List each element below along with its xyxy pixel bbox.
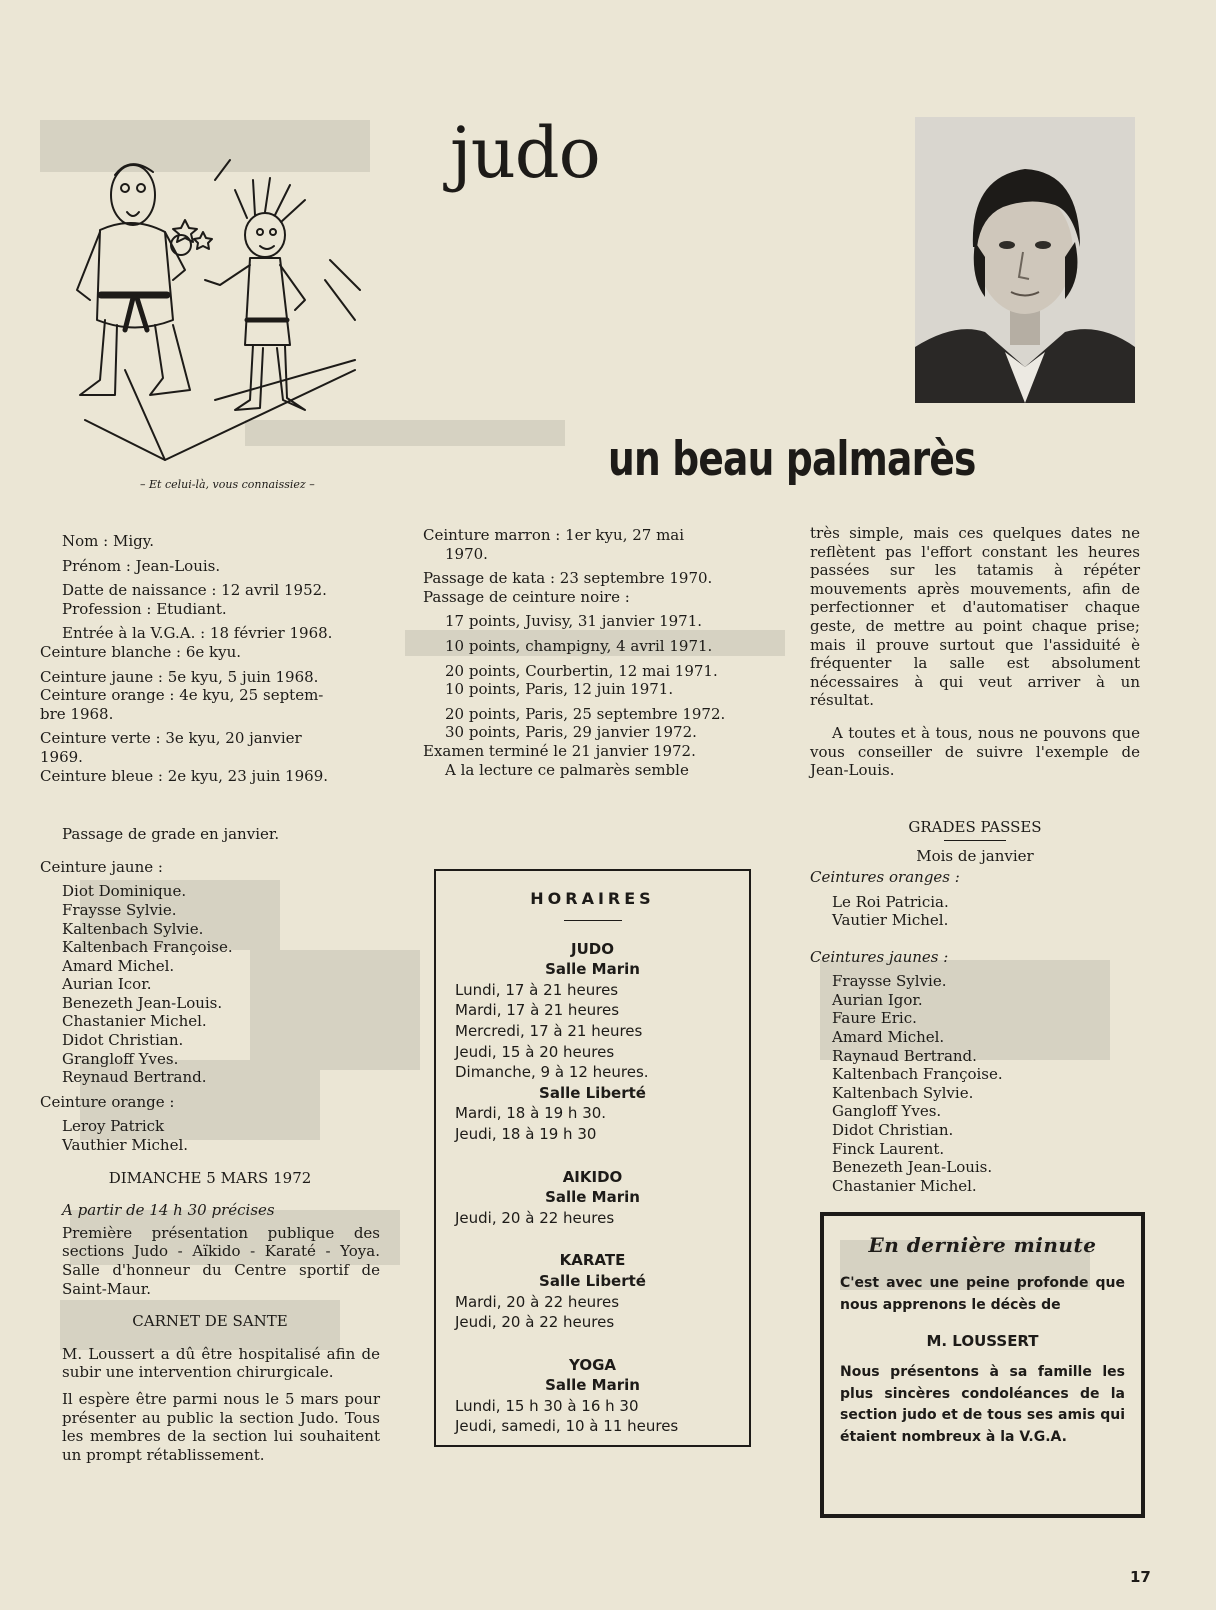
schedule-line: Mercredi, 17 à 21 heures [455, 1021, 643, 1040]
list-item: Diot Dominique. [62, 882, 187, 901]
list-item: Aurian Igor. [832, 990, 923, 1009]
event-time: A partir de 14 h 30 précises [62, 1201, 275, 1220]
cartoon-caption: – Et celui-là, vous connaissiez – [140, 478, 315, 491]
list-item: Gangloff Yves. [832, 1102, 942, 1121]
schedule-line: Dimanche, 9 à 12 heures. [455, 1063, 649, 1082]
carnet-heading: CARNET DE SANTE [132, 1312, 288, 1331]
profile-line: Prénom : Jean-Louis. [62, 556, 221, 575]
schedule-line: Mardi, 20 à 22 heures [455, 1292, 620, 1311]
page-number: 17 [1130, 1568, 1151, 1586]
portrait-photo [915, 117, 1135, 403]
passage-heading: Passage de grade en janvier. [62, 825, 280, 844]
venue: Salle Marin [545, 1188, 640, 1207]
last-minute-title: En dernière minute [868, 1233, 1097, 1257]
section-aikido: AIKIDO [562, 1167, 623, 1186]
list-item: Benezeth Jean-Louis. [832, 1158, 993, 1177]
schedule-line: Jeudi, samedi, 10 à 11 heures [455, 1417, 679, 1436]
last-minute-box [820, 1212, 1145, 1518]
venue: Salle Marin [545, 1376, 640, 1395]
list-item: Finck Laurent. [832, 1139, 945, 1158]
profile-line: Datte de naissance : 12 avril 1952. [62, 581, 327, 600]
list-item: Kaltenbach Françoise. [62, 938, 233, 957]
list-item: Fraysse Sylvie. [62, 900, 177, 919]
schedule-line: Jeudi, 20 à 22 heures [455, 1313, 615, 1332]
passage-jaune-label: Ceinture jaune : [40, 857, 163, 876]
list-item: Leroy Patrick [62, 1117, 165, 1136]
list-item: Benezeth Jean-Louis. [62, 993, 223, 1012]
list-item: Le Roi Patricia. [832, 892, 949, 911]
venue: Salle Liberté [539, 1271, 646, 1290]
article-paragraph: A toutes et à tous, nous ne pouvons que vous conseiller de suivre l'exemple de Jean-Louis. [810, 723, 1140, 780]
belt-line: Passage de ceinture noire : [423, 587, 630, 606]
belt-line: Ceinture jaune : 5e kyu, 5 juin 1968. [40, 667, 319, 686]
profile-line: Entrée à la V.G.A. : 18 février 1968. [62, 624, 333, 643]
points-line: 20 points, Courbertin, 12 mai 1971. [445, 661, 718, 680]
list-item: Vauthier Michel. [62, 1136, 189, 1155]
heading-rule [944, 840, 1006, 841]
oranges-label: Ceintures oranges : [810, 867, 960, 886]
points-line: 17 points, Juvisy, 31 janvier 1971. [445, 612, 703, 631]
schedule-line: Mardi, 18 à 19 h 30. [455, 1104, 607, 1123]
horaires-title: HORAIRES [530, 889, 655, 908]
title-rule [564, 920, 622, 921]
list-item: Reynaud Bertrand. [62, 1068, 207, 1087]
list-item: Faure Eric. [832, 1009, 917, 1028]
belt-line: Passage de kata : 23 septembre 1970. [423, 569, 713, 588]
list-item: Amard Michel. [832, 1028, 945, 1047]
belt-line: Ceinture orange : 4e kyu, 25 septem- [40, 686, 324, 705]
venue: Salle Liberté [539, 1083, 646, 1102]
grades-heading: GRADES PASSES [908, 817, 1042, 836]
exam-line: Examen terminé le 21 janvier 1972. [423, 741, 696, 760]
list-item: Fraysse Sylvie. [832, 972, 947, 991]
points-line: 10 points, champigny, 4 avril 1971. [445, 636, 713, 655]
list-item: Amard Michel. [62, 956, 175, 975]
list-item: Chastanier Michel. [832, 1176, 977, 1195]
list-item: Didot Christian. [62, 1031, 184, 1050]
schedule-line: Mardi, 17 à 21 heures [455, 1001, 620, 1020]
schedule-line: Jeudi, 15 à 20 heures [455, 1042, 615, 1061]
deceased-name: M. LOUSSERT [926, 1332, 1039, 1351]
page-title: judo [450, 112, 600, 194]
horaires-box [434, 869, 751, 1447]
belt-line: 1969. [40, 747, 83, 766]
passage-orange-label: Ceinture orange : [40, 1092, 175, 1111]
carnet-paragraph: Il espère être parmi nous le 5 mars pour présenter au public la section Judo. Tous les membres de la section lui souhaitent un prompt rétablissement. [62, 1389, 380, 1464]
belt-line: 1970. [445, 544, 488, 563]
list-item: Kaltenbach Sylvie. [62, 919, 204, 938]
condolences-text: Nous présentons à sa famille les plus sincères condoléances de la section judo et de tous ses amis qui étaient nombreux à la V.G.A. [840, 1364, 1125, 1445]
schedule-line: Lundi, 17 à 21 heures [455, 980, 619, 999]
points-line: 10 points, Paris, 12 juin 1971. [445, 680, 674, 699]
list-item: Raynaud Bertrand. [832, 1046, 977, 1065]
belt-line: Ceinture bleue : 2e kyu, 23 juin 1969. [40, 766, 329, 785]
event-text: Première présentation publique des sections Judo - Aïkido - Karaté - Yoya. Salle d'honneur du Centre sportif de Saint-Maur. [62, 1223, 380, 1298]
profile-line: Profession : Etudiant. [62, 599, 227, 618]
belt-line: Ceinture verte : 3e kyu, 20 janvier [40, 729, 302, 748]
section-judo: JUDO [571, 939, 614, 958]
section-yoga: YOGA [569, 1355, 616, 1374]
reading-line: A la lecture ce palmarès semble [445, 760, 689, 779]
schedule-line: Lundi, 15 h 30 à 16 h 30 [455, 1396, 639, 1415]
list-item: Didot Christian. [832, 1121, 954, 1140]
points-line: 30 points, Paris, 29 janvier 1972. [445, 723, 697, 742]
belt-line: Ceinture blanche : 6e kyu. [40, 642, 242, 661]
jaunes-label: Ceintures jaunes : [810, 947, 949, 966]
judo-cartoon-illustration [55, 120, 375, 490]
venue: Salle Marin [545, 960, 640, 979]
list-item: Vautier Michel. [832, 911, 949, 930]
column-2 [423, 526, 758, 779]
list-item: Aurian Icor. [62, 975, 152, 994]
carnet-paragraph: M. Loussert a dû être hospitalisé afin de subir une intervention chirurgicale. [62, 1344, 380, 1382]
column-3 [810, 524, 1140, 1195]
belt-line: bre 1968. [40, 704, 114, 723]
list-item: Grangloff Yves. [62, 1049, 179, 1068]
section-karate: KARATE [559, 1251, 626, 1270]
list-item: Kaltenbach Sylvie. [832, 1083, 974, 1102]
profile-line: Nom : Migy. [62, 532, 154, 550]
grades-month: Mois de janvier [916, 847, 1034, 866]
article-paragraph: très simple, mais ces quelques dates ne reflètent pas l'effort constant les heures passées sur les tatamis à répéter mouvements après mouvements, afin de perfectionner et d'automatiser chaque geste, de mettre au point chaque prise; mais il prouve surtout que l'assiduité è fréquenter la salle est absolument nécessaires à qui veut arriver à un résultat. [810, 524, 1140, 710]
schedule-line: Jeudi, 20 à 22 heures [455, 1208, 615, 1227]
schedule-line: Jeudi, 18 à 19 h 30 [455, 1124, 597, 1143]
points-line: 20 points, Paris, 25 septembre 1972. [445, 704, 726, 723]
column-1 [40, 532, 380, 1464]
article-headline: un beau palmarès [608, 432, 976, 487]
list-item: Kaltenbach Françoise. [832, 1065, 1003, 1084]
belt-line: Ceinture marron : 1er kyu, 27 mai [423, 526, 685, 544]
event-date: DIMANCHE 5 MARS 1972 [108, 1168, 312, 1187]
last-minute-text: C'est avec une peine profonde que nous apprenons le décès de [840, 1275, 1125, 1313]
list-item: Chastanier Michel. [62, 1012, 207, 1031]
